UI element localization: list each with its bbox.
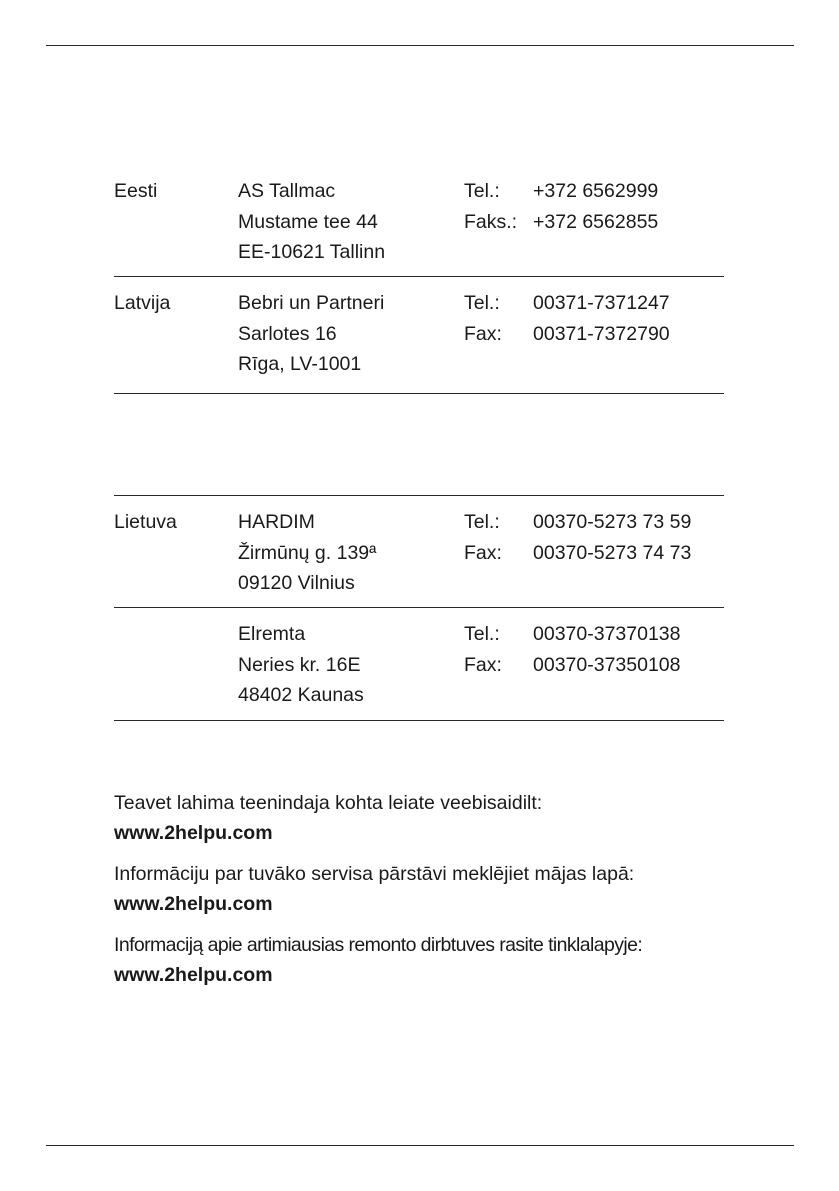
tel-number: +372 6562999 xyxy=(533,180,659,202)
street: Neries kr. 16E xyxy=(238,653,361,676)
country-name: Lietuva xyxy=(114,511,177,533)
city: EE-10621 Tallinn xyxy=(238,241,386,263)
phone-numbers xyxy=(533,507,691,568)
address xyxy=(238,507,376,599)
bottom-rule xyxy=(46,1145,794,1146)
street: Žirmūnų g. 139ª xyxy=(238,541,377,564)
city: 09120 Vilnius xyxy=(238,572,355,594)
info-paragraph-lv xyxy=(114,859,634,919)
fax-label: Faks.: xyxy=(464,210,518,233)
tel-label: Tel.: xyxy=(464,623,500,645)
address xyxy=(238,176,385,268)
separator xyxy=(114,495,724,496)
street: Mustame tee 44 xyxy=(238,210,378,233)
website-link[interactable]: www.2helpu.com xyxy=(114,822,273,844)
phone-labels xyxy=(464,288,502,349)
fax-number: 00370-37350108 xyxy=(533,653,681,676)
company-name: Elremta xyxy=(238,623,306,645)
street: Sarlotes 16 xyxy=(238,322,337,345)
website-link[interactable]: www.2helpu.com xyxy=(114,893,273,915)
city: Rīga, LV-1001 xyxy=(238,353,362,375)
separator xyxy=(114,276,724,277)
tel-label: Tel.: xyxy=(464,180,500,202)
address xyxy=(238,288,384,380)
info-paragraph-lt xyxy=(114,930,642,990)
phone-labels xyxy=(464,507,502,568)
tel-label: Tel.: xyxy=(464,511,500,533)
separator xyxy=(114,720,724,721)
address xyxy=(238,619,364,711)
tel-label: Tel.: xyxy=(464,292,500,314)
company-name: Bebri un Partneri xyxy=(238,292,385,314)
fax-label: Fax: xyxy=(464,541,502,564)
phone-numbers xyxy=(533,619,680,680)
company-name: HARDIM xyxy=(238,511,315,533)
phone-numbers xyxy=(533,176,658,237)
city: 48402 Kaunas xyxy=(238,684,364,706)
tel-number: 00371-7371247 xyxy=(533,292,670,314)
country-name: Eesti xyxy=(114,180,158,202)
phone-labels xyxy=(464,176,517,237)
info-text: Informaciją apie artimiausias remonto dirbtuves rasite tinklalapyje: xyxy=(114,934,643,956)
company-name: AS Tallmac xyxy=(238,180,336,202)
website-link[interactable]: www.2helpu.com xyxy=(114,964,273,986)
fax-label: Fax: xyxy=(464,322,502,345)
fax-label: Fax: xyxy=(464,653,502,676)
tel-number: 00370-37370138 xyxy=(533,623,681,645)
info-text: Teavet lahima teenindaja kohta leiate veebisaidilt: xyxy=(114,792,543,814)
tel-number: 00370-5273 73 59 xyxy=(533,511,692,533)
top-rule xyxy=(46,45,794,46)
info-paragraph-et xyxy=(114,788,542,848)
separator xyxy=(114,393,724,394)
info-text: Informāciju par tuvāko servisa pārstāvi meklējiet mājas lapā: xyxy=(114,863,635,885)
phone-labels xyxy=(464,619,502,680)
fax-number: +372 6562855 xyxy=(533,210,659,233)
phone-numbers xyxy=(533,288,670,349)
separator xyxy=(114,607,724,608)
fax-number: 00371-7372790 xyxy=(533,322,670,345)
fax-number: 00370-5273 74 73 xyxy=(533,541,692,564)
country-name: Latvija xyxy=(114,292,171,314)
